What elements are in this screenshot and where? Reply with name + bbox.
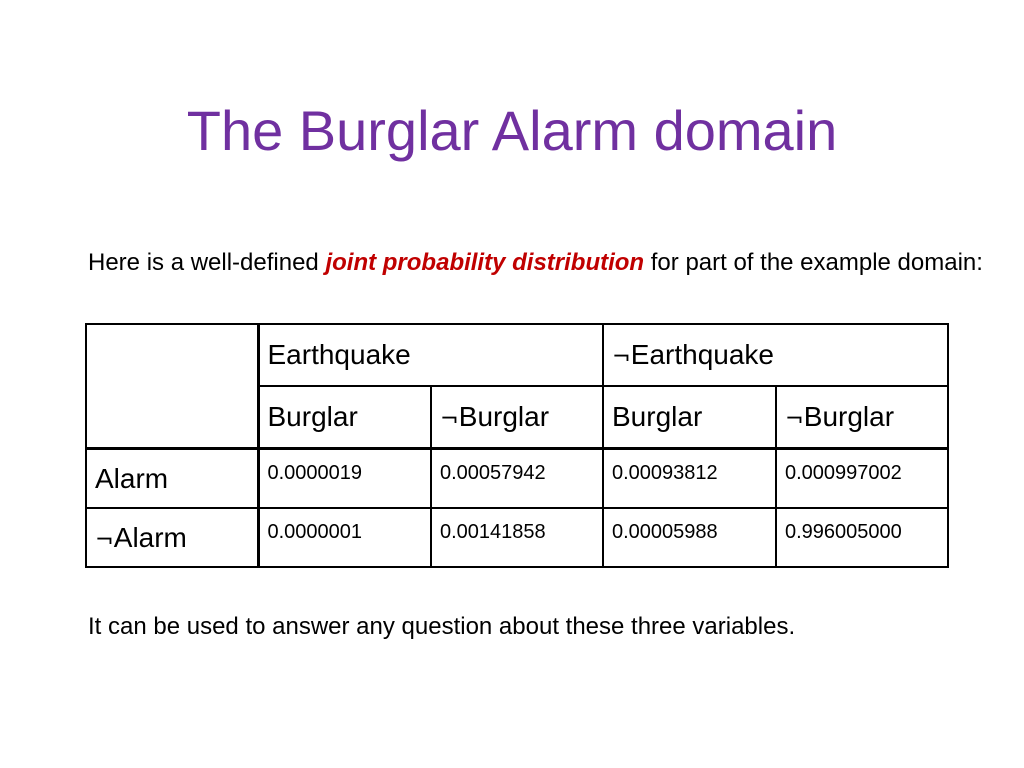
- header-earthquake: [258, 324, 603, 386]
- subheader-not-burglar: [776, 386, 948, 449]
- probability-cell: 0.0000001: [258, 508, 431, 567]
- subheader-label: Burglar: [803, 401, 895, 432]
- probability-cell: 0.00005988: [603, 508, 776, 567]
- negation-symbol: ¬: [440, 406, 459, 432]
- table-row-not-alarm: [86, 508, 948, 567]
- probability-cell: 0.000997002: [776, 449, 948, 509]
- slide-title: The Burglar Alarm domain: [186, 99, 838, 162]
- negation-symbol: ¬: [95, 526, 114, 553]
- probability-cell: 0.00093812: [603, 449, 776, 509]
- row-header-alarm: [86, 449, 258, 509]
- subheader-burglar: [258, 386, 431, 449]
- joint-probability-table: [85, 323, 949, 568]
- table-corner-cell: [86, 324, 258, 449]
- footer-text: It can be used to answer any question about these three variables.: [88, 613, 796, 640]
- header-label: Earthquake: [267, 339, 411, 370]
- probability-cell: 0.00057942: [431, 449, 603, 509]
- negation-symbol: ¬: [785, 406, 804, 432]
- intro-text-before: Here is a well-defined: [88, 249, 326, 276]
- subheader-label: Burglar: [612, 401, 703, 432]
- row-header-not-alarm: [86, 508, 258, 567]
- subheader-label: Burglar: [458, 401, 550, 432]
- negation-symbol: ¬: [612, 344, 631, 370]
- header-label: Earthquake: [630, 339, 774, 370]
- probability-cell: 0.996005000: [776, 508, 948, 567]
- table-row-alarm: [86, 449, 948, 509]
- intro-emphasis: joint probability distribution: [325, 249, 645, 276]
- row-label: Alarm: [113, 521, 187, 553]
- row-label: Alarm: [95, 462, 169, 494]
- intro-text-after: for part of the example domain:: [644, 249, 983, 276]
- probability-cell: 0.0000019: [258, 449, 431, 509]
- probability-cell: 0.00141858: [431, 508, 603, 567]
- subheader-burglar: [603, 386, 776, 449]
- intro-paragraph: [88, 246, 994, 280]
- subheader-not-burglar: [431, 386, 603, 449]
- subheader-label: Burglar: [267, 401, 358, 432]
- header-not-earthquake: [603, 324, 948, 386]
